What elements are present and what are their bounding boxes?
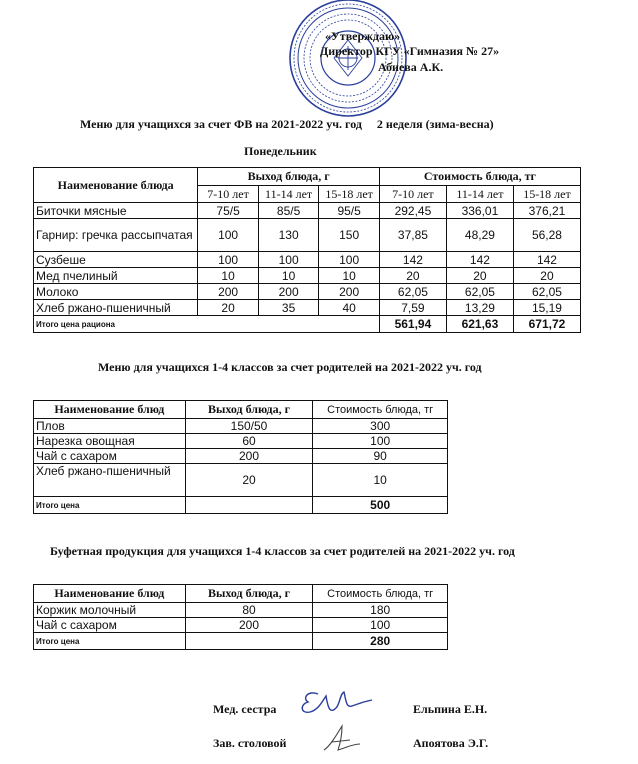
cell: 142 xyxy=(379,252,446,268)
total-value: 280 xyxy=(313,633,448,650)
canteen-name: Апоятова Э.Г. xyxy=(413,736,489,750)
age-header: 7-10 лет xyxy=(379,186,446,203)
total-value: 671,72 xyxy=(513,316,580,333)
cell: 62,05 xyxy=(379,284,446,300)
col-name-header: Наименование блюд xyxy=(34,585,186,603)
cell: 95/5 xyxy=(319,203,380,219)
cell: 100 xyxy=(198,219,259,252)
table-row xyxy=(34,252,581,268)
cell: 10 xyxy=(313,464,448,497)
menu1-day: Понедельник xyxy=(244,144,317,158)
cell: 200 xyxy=(198,284,259,300)
director-name: Абиева А.К. xyxy=(378,60,444,74)
cell: 7,59 xyxy=(379,300,446,316)
nurse-signature xyxy=(296,684,378,720)
cell: 20 xyxy=(446,268,513,284)
canteen-role: Зав. столовой xyxy=(213,736,287,750)
table-row xyxy=(34,434,448,449)
cell: 56,28 xyxy=(513,219,580,252)
dish-name: Чай с сахаром xyxy=(34,449,186,464)
dish-name: Коржик молочный xyxy=(34,603,186,618)
cell: 142 xyxy=(513,252,580,268)
cell: 200 xyxy=(185,618,313,633)
cell: 75/5 xyxy=(198,203,259,219)
total-label: Итого цена xyxy=(34,633,186,650)
dish-name: Гарнир: гречка рассыпчатая xyxy=(34,219,198,252)
table-row xyxy=(34,284,581,300)
cell: 90 xyxy=(313,449,448,464)
total-row xyxy=(34,633,448,650)
approve-label: «Утверждаю» xyxy=(325,29,401,43)
dish-name: Хлеб ржано-пшеничный xyxy=(34,464,186,497)
director-title: Директор КГУ «Гимназия № 27» xyxy=(320,44,500,58)
cell: 100 xyxy=(258,252,319,268)
total-value: 621,63 xyxy=(446,316,513,333)
dish-name: Биточки мясные xyxy=(34,203,198,219)
table-row xyxy=(34,603,448,618)
cell: 336,01 xyxy=(446,203,513,219)
menu1-table xyxy=(33,167,581,333)
cell: 300 xyxy=(313,419,448,434)
cell: 180 xyxy=(313,603,448,618)
cell: 142 xyxy=(446,252,513,268)
cell: 10 xyxy=(258,268,319,284)
cell: 200 xyxy=(319,284,380,300)
total-row xyxy=(34,316,581,333)
menu2-title: Меню для учащихся 1-4 классов за счет родителей на 2021-2022 уч. год xyxy=(98,360,482,374)
total-row xyxy=(34,497,448,514)
cell: 100 xyxy=(313,618,448,633)
cell: 62,05 xyxy=(513,284,580,300)
cell: 20 xyxy=(379,268,446,284)
col-name-header: Наименование блюда xyxy=(34,168,198,203)
nurse-name: Ельпина Е.Н. xyxy=(413,702,488,716)
col-cost-header: Стоимость блюда, тг xyxy=(313,585,448,603)
cell: 13,29 xyxy=(446,300,513,316)
dish-name: Плов xyxy=(34,419,186,434)
menu3-table xyxy=(33,584,448,650)
cell: 10 xyxy=(319,268,380,284)
table-row xyxy=(34,464,448,497)
cell: 80 xyxy=(185,603,313,618)
dish-name: Сузбеше xyxy=(34,252,198,268)
cell: 130 xyxy=(258,219,319,252)
cell: 100 xyxy=(313,434,448,449)
age-header: 15-18 лет xyxy=(319,186,380,203)
age-header: 11-14 лет xyxy=(446,186,513,203)
table-row xyxy=(34,268,581,284)
dish-name: Молоко xyxy=(34,284,198,300)
col-out-header: Выход блюда, г xyxy=(185,585,313,603)
cell: 60 xyxy=(185,434,313,449)
table-row xyxy=(34,203,581,219)
cell: 150/50 xyxy=(185,419,313,434)
total-value: 561,94 xyxy=(379,316,446,333)
menu3-title: Буфетная продукция для учащихся 1-4 классов за счет родителей на 2021-2022 уч. год xyxy=(50,544,515,558)
total-label: Итого цена xyxy=(34,497,186,514)
cell: 85/5 xyxy=(258,203,319,219)
col-name-header: Наименование блюд xyxy=(34,401,186,419)
cell: 10 xyxy=(198,268,259,284)
canteen-signature xyxy=(316,722,366,756)
dish-name: Хлеб ржано-пшеничный xyxy=(34,300,198,316)
cell: 40 xyxy=(319,300,380,316)
cell: 15,19 xyxy=(513,300,580,316)
age-header: 15-18 лет xyxy=(513,186,580,203)
menu1-title: Меню для учащихся за счет ФВ на 2021-2022 уч. год 2 неделя (зима-весна) xyxy=(80,117,494,131)
age-header: 7-10 лет xyxy=(198,186,259,203)
col-cost-header: Стоимость блюда, тг xyxy=(379,168,580,186)
nurse-role: Мед. сестра xyxy=(213,702,277,716)
dish-name: Мед пчелиный xyxy=(34,268,198,284)
cell: 200 xyxy=(185,449,313,464)
dish-name: Нарезка овощная xyxy=(34,434,186,449)
cell: 292,45 xyxy=(379,203,446,219)
cell: 20 xyxy=(185,464,313,497)
cell: 100 xyxy=(198,252,259,268)
cell: 376,21 xyxy=(513,203,580,219)
col-out-header: Выход блюда, г xyxy=(185,401,313,419)
cell: 20 xyxy=(513,268,580,284)
table-row xyxy=(34,300,581,316)
cell: 62,05 xyxy=(446,284,513,300)
table-row xyxy=(34,419,448,434)
table-row xyxy=(34,618,448,633)
total-label: Итого цена рациона xyxy=(34,316,380,333)
dish-name: Чай с сахаром xyxy=(34,618,186,633)
cell: 20 xyxy=(198,300,259,316)
cell: 200 xyxy=(258,284,319,300)
table-row xyxy=(34,449,448,464)
col-cost-header: Стоимость блюда, тг xyxy=(313,401,448,419)
table-row xyxy=(34,219,581,252)
cell: 150 xyxy=(319,219,380,252)
total-value: 500 xyxy=(313,497,448,514)
col-out-header: Выход блюда, г xyxy=(198,168,380,186)
menu2-table xyxy=(33,400,448,514)
cell: 100 xyxy=(319,252,380,268)
age-header: 11-14 лет xyxy=(258,186,319,203)
cell: 48,29 xyxy=(446,219,513,252)
cell: 37,85 xyxy=(379,219,446,252)
cell: 35 xyxy=(258,300,319,316)
